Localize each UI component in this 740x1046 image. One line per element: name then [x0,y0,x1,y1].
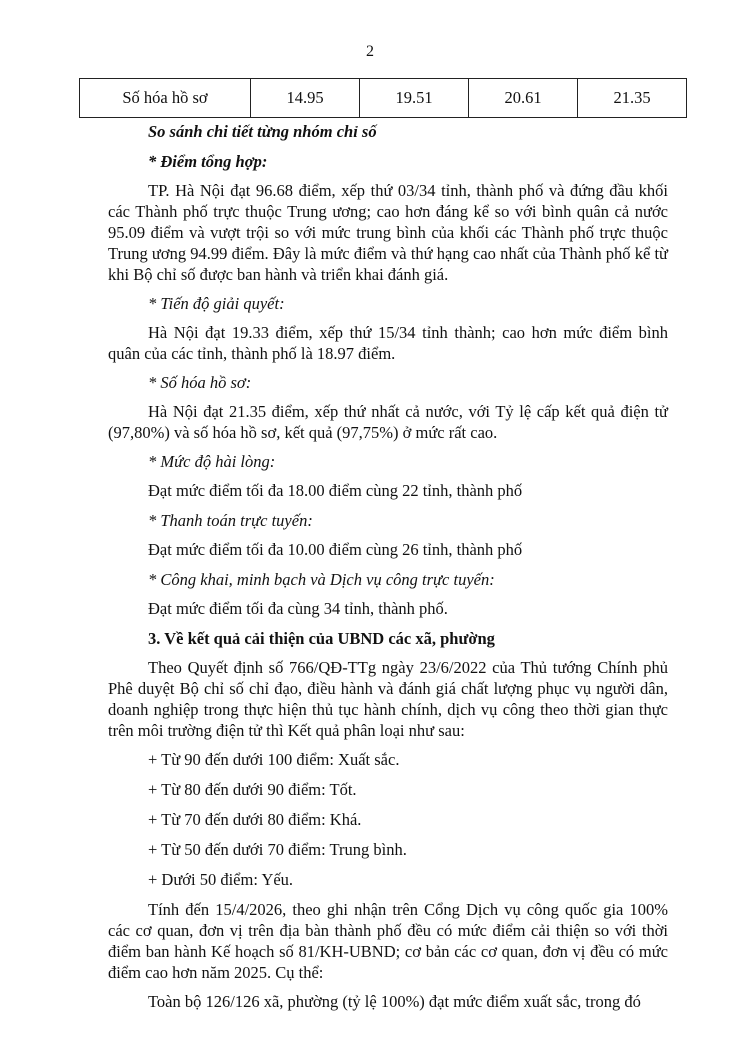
overall-heading: * Điểm tổng hợp: [148,152,268,171]
level-item: + Từ 50 đến dưới 70 điểm: Trung bình. [148,840,407,859]
transparency-heading: * Công khai, minh bạch và Dịch vụ công trực tuyến: [148,570,495,589]
table-cell: 19.51 [360,79,469,118]
level-item: + Dưới 50 điểm: Yếu. [148,870,294,889]
progress-text: Hà Nội đạt 19.33 điểm, xếp thứ 15/34 tỉnh thành; cao hơn mức điểm bình quân của các tỉnh, thành phố là 18.97 điểm. [108,323,668,363]
payment-text: Đạt mức điểm tối đa 10.00 điểm cùng 26 tỉnh, thành phố [148,540,523,559]
transparency-text: Đạt mức điểm tối đa cùng 34 tỉnh, thành phố. [148,599,448,618]
digitization-text: Hà Nội đạt 21.35 điểm, xếp thứ nhất cả nước, với Tỷ lệ cấp kết quả điện tử (97,80%) và số hóa hồ sơ, kết quả (97,75%) ở mức rất cao. [108,402,668,442]
section3-status: Tính đến 15/4/2026, theo ghi nhận trên Cổng Dịch vụ công quốc gia 100% các cơ quan, đơn vị trên địa bàn thành phố đều có mức điểm cải thiện so với thời điểm ban hành Kế hoạch số 81/KH-UBND; cơ bản các cơ quan, đơn vị đều có mức điểm cao hơn năm 2025. Cụ thể: [108,900,668,982]
overall-text: TP. Hà Nội đạt 96.68 điểm, xếp thứ 03/34 tỉnh, thành phố và đứng đầu khối các Thành phố trực thuộc Trung ương; cao hơn đáng kể so với bình quân cả nước 95.09 điểm và vượt trội so với mức trung bình của khối các Thành phố trực thuộc Trung ương 94.99 điểm. Đây là mức điểm và thứ hạng cao nhất của Thành phố kể từ khi Bộ chỉ số được ban hành và triển khai đánh giá. [108,181,668,284]
document-body [108,121,668,1020]
section3-heading: 3. Về kết quả cải thiện của UBND các xã, phường [148,629,495,648]
level-item: + Từ 90 đến dưới 100 điểm: Xuất sắc. [148,750,400,769]
table-cell: 20.61 [469,79,578,118]
level-item: + Từ 70 đến dưới 80 điểm: Khá. [148,810,362,829]
table-cell: 21.35 [578,79,687,118]
payment-heading: * Thanh toán trực tuyến: [148,511,313,530]
page-number: 2 [366,43,374,60]
table-cell: 14.95 [251,79,360,118]
satisfaction-text: Đạt mức điểm tối đa 18.00 điểm cùng 22 tỉnh, thành phố [148,481,523,500]
digitization-heading: * Số hóa hồ sơ: [148,373,252,392]
score-table [79,78,687,118]
section3-intro: Theo Quyết định số 766/QĐ-TTg ngày 23/6/2022 của Thủ tướng Chính phủ Phê duyệt Bộ chỉ số chỉ đạo, điều hành và đánh giá chất lượng phục vụ người dân, doanh nghiệp trong thực hiện thủ tục hành chính, dịch vụ công theo thời gian thực trên môi trường điện tử thì Kết quả phân loại như sau: [108,658,668,740]
table-cell-label: Số hóa hồ sơ [80,79,251,118]
satisfaction-heading: * Mức độ hài lòng: [148,452,276,471]
progress-heading: * Tiến độ giải quyết: [148,294,285,313]
level-item: + Từ 80 đến dưới 90 điểm: Tốt. [148,780,357,799]
table-row [80,79,687,118]
section3-closing: Toàn bộ 126/126 xã, phường (tỷ lệ 100%) đạt mức điểm xuất sắc, trong đó [148,992,641,1011]
comparison-heading: So sánh chi tiết từng nhóm chỉ số [148,122,377,141]
